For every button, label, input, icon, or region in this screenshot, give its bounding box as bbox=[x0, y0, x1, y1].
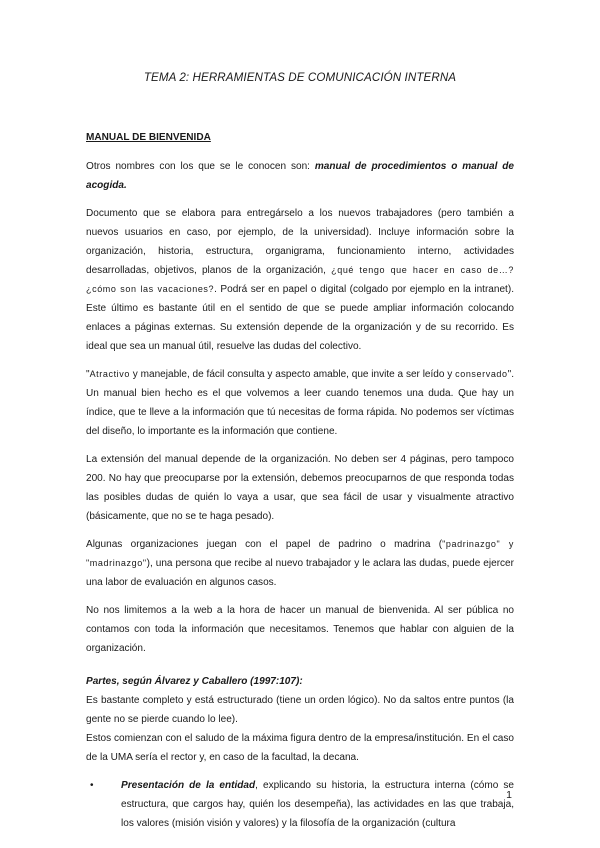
paragraph-text: Otros nombres con los que se le conocen son: bbox=[86, 161, 315, 172]
paragraph-extension: La extensión del manual depende de la organización. No deben ser 4 páginas, pero tampoco 200. No hay que preocuparse por la extensión, debemos preocuparnos de que responda todas las posibles dudas de quién lo vaya a usar, que sea fácil de usar y visualmente atractivo (básicamente, que no se te haga pesado). bbox=[86, 454, 514, 522]
paragraph-text: ), una persona que recibe al nuevo trabajador y le aclara las dudas, puede ejercer una labor de evaluación en algunos casos. bbox=[86, 558, 514, 588]
page-number: 1 bbox=[506, 789, 512, 801]
paragraph-structure: Es bastante completo y está estructurado (tiene un orden lógico). No da saltos entre puntos (la gente no se pierde cuando lo lee). bbox=[86, 695, 514, 725]
list-item-text: , explicando su historia, la estructura interna (cómo se estructura, que cargos hay, quién los desempeña), las actividades en las que trabaja, los valores (misión visión y valores) y la filosofía de la organización (cultura bbox=[121, 780, 514, 829]
paragraph-padrino bbox=[86, 535, 514, 592]
section-heading: MANUAL DE BIENVENIDA bbox=[86, 132, 211, 143]
paragraph-text: Documento que se elabora para entregárselo a los nuevos trabajadores (pero también a nuevos usuarios en caso, por ejemplo, de la universidad). Incluye información sobre la organización, historia, estructura, organigrama, funcionamiento interno, actividades desarrolladas, objetivos, planos de la organización, bbox=[86, 208, 514, 276]
partes-heading: Partes, según Álvarez y Caballero (1997:107): bbox=[86, 676, 303, 687]
emphasis-text: Presentación de la entidad bbox=[121, 780, 256, 791]
list-item bbox=[86, 776, 514, 833]
bullet-icon: • bbox=[90, 780, 94, 791]
paragraph-definition bbox=[86, 204, 514, 356]
paragraph-other-names bbox=[86, 157, 514, 195]
emphasis-text: manual de procedimientos o manual de acogida. bbox=[86, 161, 514, 191]
paragraph-attractive bbox=[86, 365, 514, 441]
keyword-text: "padrinazgo" y "madrinazgo" bbox=[86, 539, 514, 568]
parts-list bbox=[86, 776, 514, 833]
question-text: ¿qué tengo que hacer en caso de…? ¿cómo son las vacaciones? bbox=[86, 265, 514, 294]
keyword-text: Atractivo bbox=[89, 369, 130, 379]
paragraph-greeting: Estos comienzan con el saludo de la máxima figura dentro de la empresa/institución. En el caso de la UMA sería el rector y, en caso de la facultad, la decana. bbox=[86, 733, 514, 763]
document-body bbox=[86, 128, 514, 833]
paragraph-text: Algunas organizaciones juegan con el papel de padrino o madrina ( bbox=[86, 539, 443, 550]
paragraph-text: y manejable, de fácil consulta y aspecto amable, que invite a ser leído y bbox=[130, 369, 456, 380]
paragraph-text: ". Un manual bien hecho es el que volvemos a leer cuando tenemos una duda. Que hay un índice, que te lleve a la información que tú necesitas de forma rápida. No podemos ser víctimas del diseño, lo importante es la información que contiene. bbox=[86, 369, 514, 437]
keyword-text: conservado bbox=[455, 369, 508, 379]
document-title: TEMA 2: HERRAMIENTAS DE COMUNICACIÓN INTERNA bbox=[143, 71, 457, 84]
paragraph-text: " bbox=[86, 369, 90, 380]
paragraph-text: . Podrá ser en papel o digital (colgado por ejemplo en la intranet). Este último es bastante útil en el sentido de que se puede ampliar información colocando enlaces a páginas externas. Su extensión depende de la organización y de su recorrido. Es ideal que sea un manual útil, resuelve las dudas del colectivo. bbox=[86, 284, 514, 352]
paragraph-web: No nos limitemos a la web a la hora de hacer un manual de bienvenida. Al ser pública no contamos con toda la información que necesitamos. Tenemos que hablar con alguien de la organización. bbox=[86, 605, 514, 654]
